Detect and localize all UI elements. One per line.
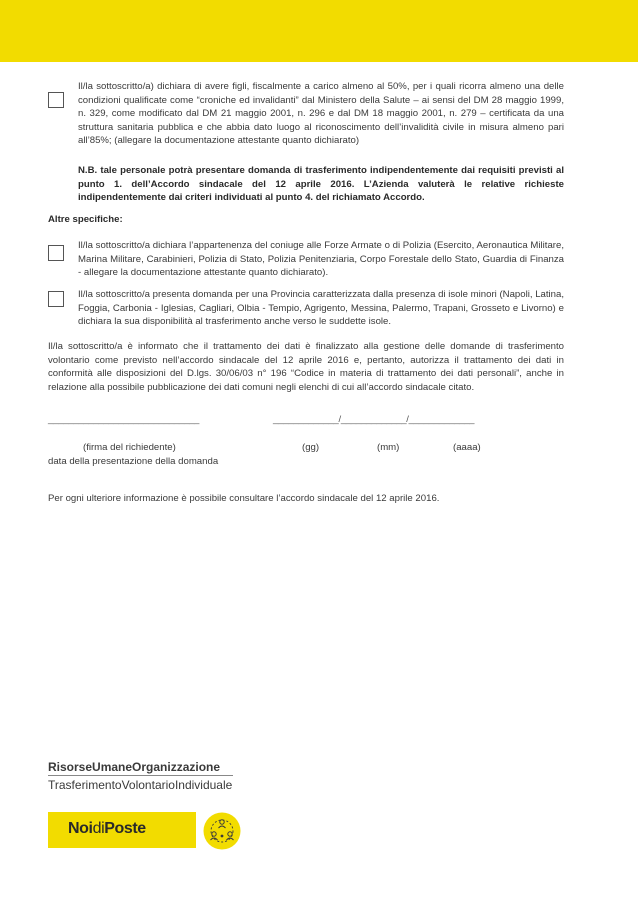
- info-text: Per ogni ulteriore informazione è possibile consultare l’accordo sindacale del 12 aprile 2016.: [48, 493, 440, 504]
- checkbox-coniuge[interactable]: [48, 245, 64, 261]
- aaaa-label: (aaaa): [453, 442, 481, 453]
- paragraph-figli: Il/la sottoscritto/a) dichiara di avere figli, fiscalmente a carico almeno al 50%, per i quali ricorra almeno una delle condizioni qualificate come “croniche ed invalidanti” dal Ministero della Salute – ai sensi del DM 28 maggio 1999, n. 329, come modificato dal DM 21 maggio 2001, n. 296 e dal DM 18 maggio 2001, n. 279 – certificata da una struttura sanitaria pubblica e che abbia dato luogo al riconoscimento dell’invalidità civile in misura almeno pari all’85%; (allegare la documentazione attestante quanto dichiarato): [78, 81, 564, 147]
- header-bar: [0, 0, 638, 62]
- noidiposte-logo: [48, 812, 196, 848]
- date-line[interactable]: _____________/_____________/_____________: [273, 414, 475, 425]
- footer-title: RisorseUmaneOrganizzazione: [48, 760, 221, 774]
- footer-subtitle: TrasferimentoVolontarioIndividuale: [48, 778, 233, 792]
- footer-divider: [48, 775, 233, 776]
- checkbox-figli[interactable]: [48, 92, 64, 108]
- firma-label: (firma del richiedente): [83, 442, 176, 453]
- logo-text: NoidiPoste: [68, 820, 146, 837]
- paragraph-isole: Il/la sottoscritto/a presenta domanda per una Provincia caratterizzata dalla presenza di isole minori (Napoli, Latina, Foggia, Carbonia - Iglesias, Cagliari, Olbia - Tempio, Agrigento, Messina, Palermo, Trapani, Grosseto e Livorno) e dichiara la sua disponibilità al trasferimento anche verso le suddette isole.: [78, 289, 564, 328]
- nb-note: N.B. tale personale potrà presentare domanda di trasferimento indipendentemente dai requisiti previsti al punto 1. dell’Accordo sindacale del 12 aprile 2016. L’Azienda valuterà le relative richieste indipendentemente dai criteri individuati al punto 4. del richiamato Accordo.: [78, 165, 564, 204]
- gg-label: (gg): [302, 442, 320, 453]
- mm-label: (mm): [377, 442, 400, 453]
- signature-line[interactable]: ______________________________: [48, 414, 200, 425]
- privacy-paragraph: Il/la sottoscritto/a è informato che il trattamento dei dati è finalizzato alla gestione delle domande di trasferimento volontario come previsto nell’accordo sindacale del 12 aprile 2016 e, pertanto, autorizza il trattamento dei dati in conformità alle disposizioni del D.lgs. 30/06/03 n° 196 “Codice in materia di trattamento dei dati personali”, anche in relazione alla possibile pubblicazione dei dati comuni negli elenchi di cui all’accordo sindacale citato.: [48, 341, 564, 393]
- data-label: data della presentazione della domanda: [48, 456, 219, 467]
- paragraph-coniuge: Il/la sottoscritto/a dichiara l’appartenenza del coniuge alle Forze Armate o di Polizia (Esercito, Aeronautica Militare, Marina Militare, Carabinieri, Polizia di Stato, Polizia Penitenziaria, Corpo Forestale dello Stato, Guardia di Finanza - allegare la documentazione attestante quanto dichiarato).: [78, 240, 564, 279]
- checkbox-isole[interactable]: [48, 291, 64, 307]
- people-network-icon: [203, 812, 241, 850]
- section-heading: Altre specifiche:: [48, 214, 123, 225]
